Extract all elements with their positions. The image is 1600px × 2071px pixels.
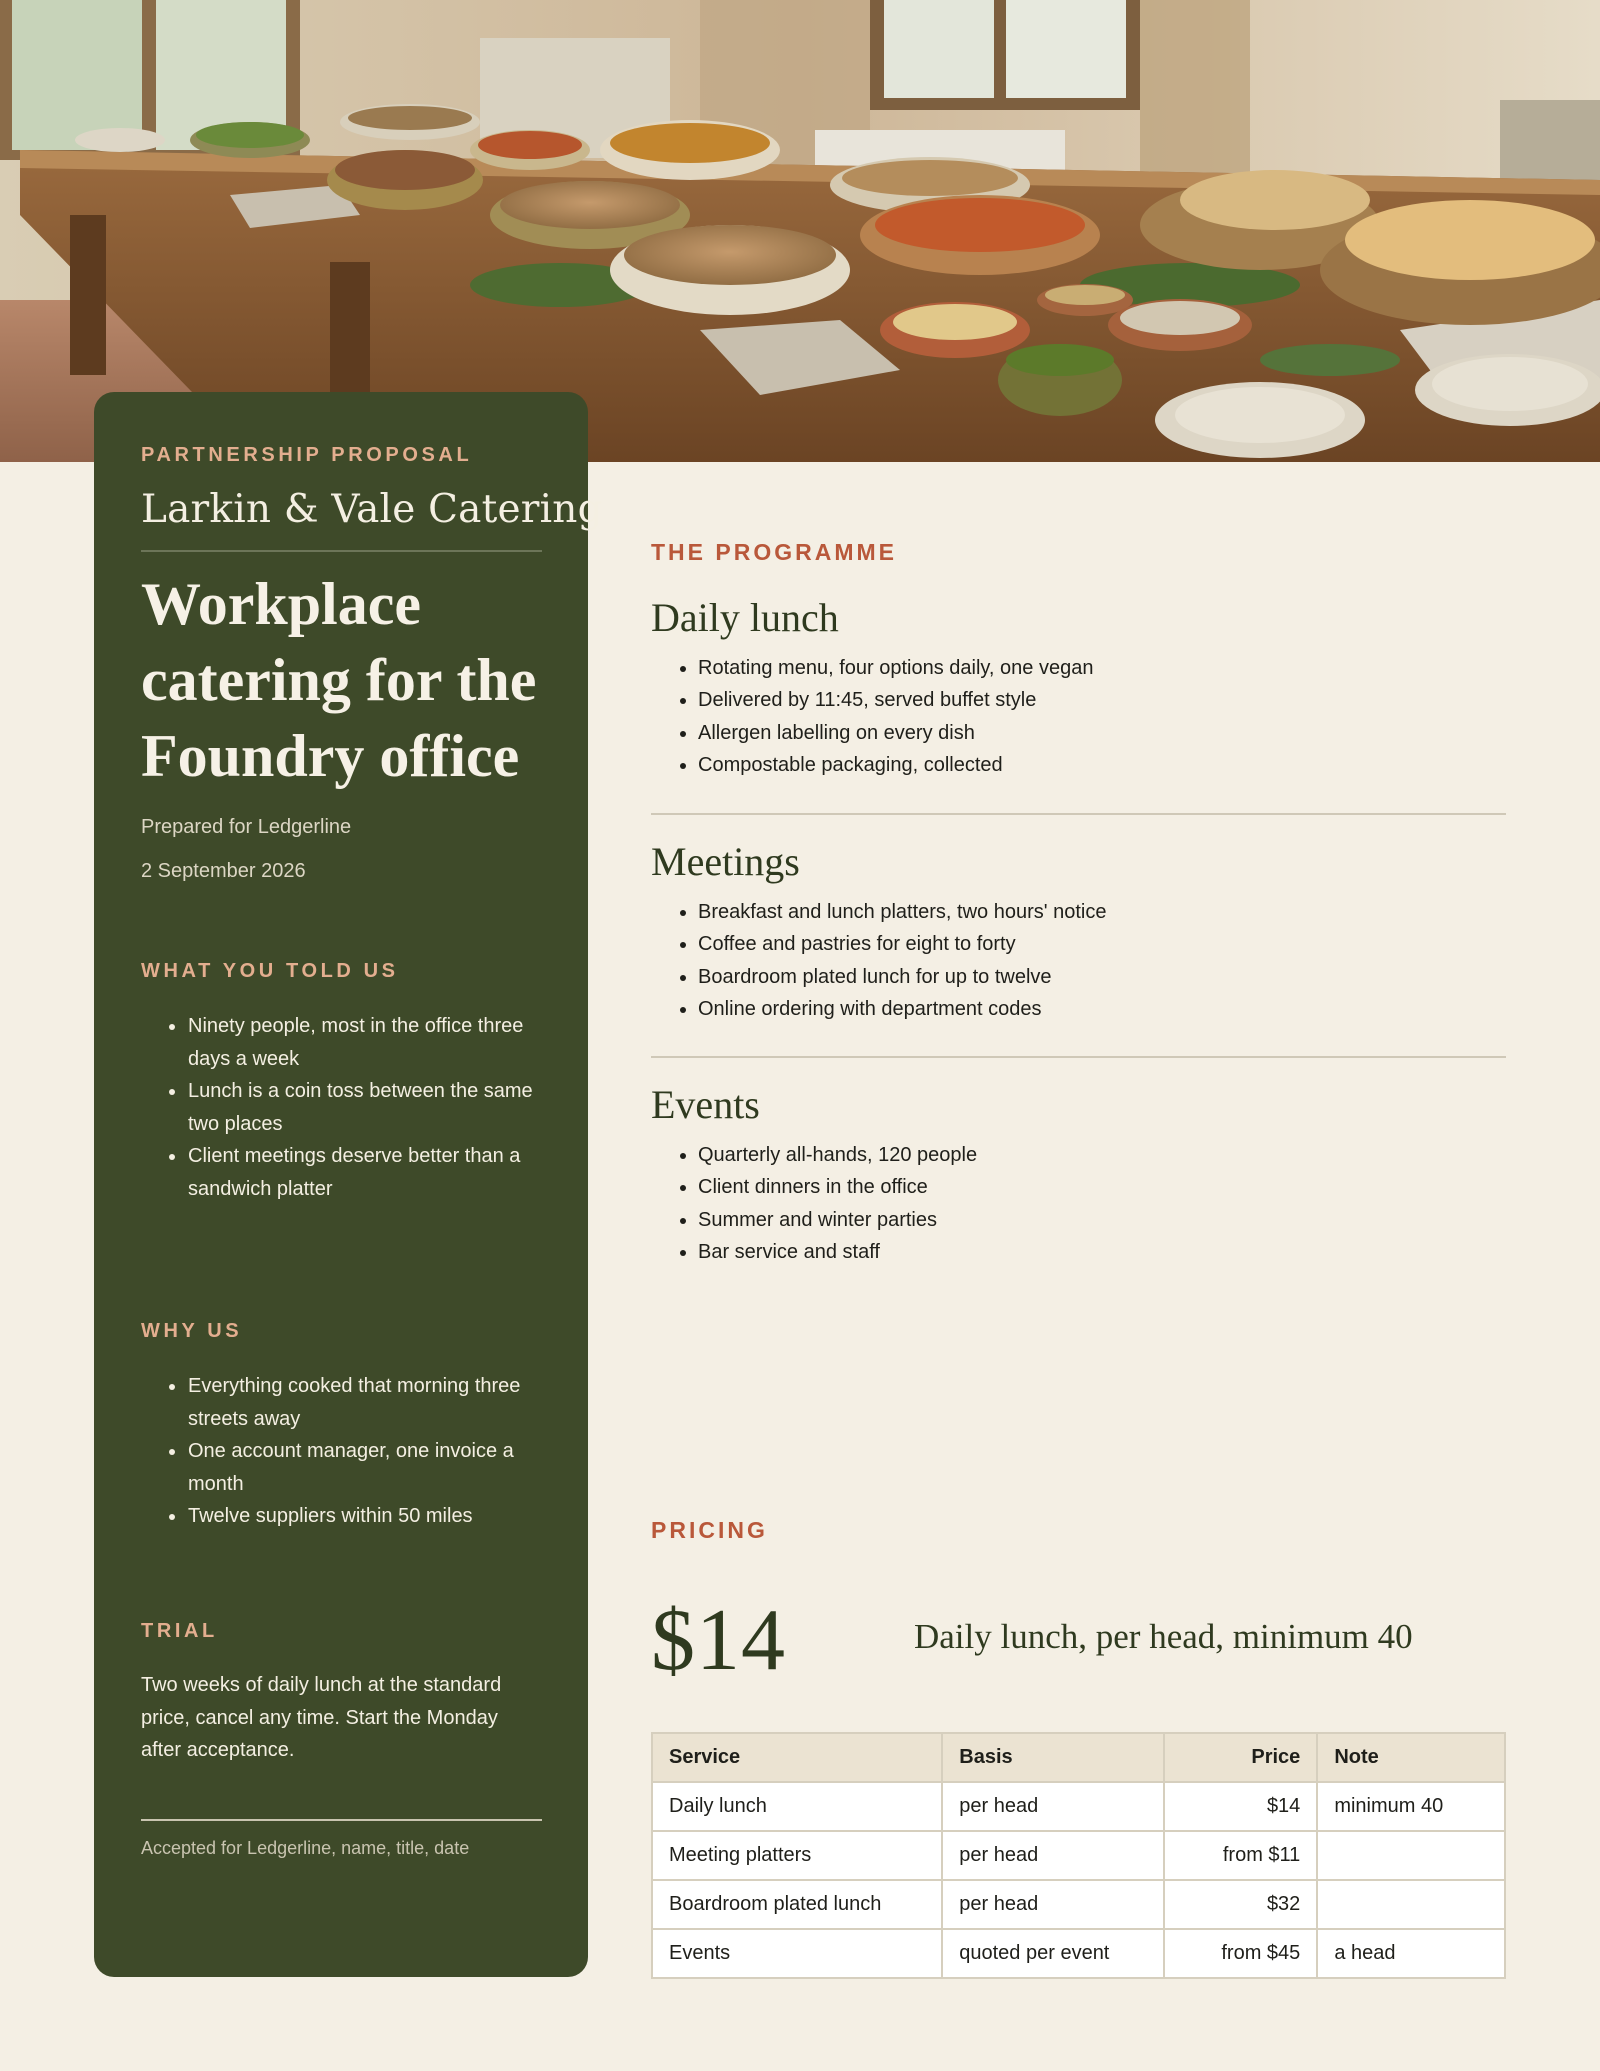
trial-section [141, 1620, 553, 1767]
headline-price: $14 [651, 1592, 786, 1689]
programme-heading: THE PROGRAMME [651, 539, 897, 565]
list-item: Client meetings deserve better than a sandwich platter [188, 1140, 553, 1205]
cell-note: minimum 40 [1317, 1782, 1505, 1831]
proposal-title: Workplace catering for the Foundry office [141, 571, 537, 789]
list-item: Summer and winter parties [698, 1204, 1506, 1236]
headline-price-description: Daily lunch, per head, minimum 40 [914, 1617, 1413, 1656]
proposal-date: 2 September 2026 [141, 860, 306, 882]
service-title: Meetings [651, 839, 800, 884]
told-us-section [141, 960, 553, 1205]
service-daily-lunch [651, 596, 1506, 782]
told-us-list [141, 1010, 553, 1205]
why-us-list [141, 1370, 553, 1533]
section-divider [651, 813, 1506, 815]
cell-note [1317, 1880, 1505, 1929]
proposal-sidebar [94, 392, 603, 1977]
why-us-heading: WHY US [141, 1320, 243, 1342]
list-item: One account manager, one invoice a month [188, 1435, 553, 1500]
section-divider [651, 1056, 1506, 1058]
column-header-service: Service [652, 1733, 942, 1782]
cell-service: Meeting platters [652, 1831, 942, 1880]
cell-note: a head [1317, 1929, 1505, 1978]
cell-note [1317, 1831, 1505, 1880]
service-meetings [651, 840, 1506, 1026]
column-header-price: Price [1164, 1733, 1318, 1782]
list-item: Compostable packaging, collected [698, 749, 1506, 781]
list-item: Allergen labelling on every dish [698, 717, 1506, 749]
column-header-basis: Basis [942, 1733, 1163, 1782]
list-item: Rotating menu, four options daily, one vegan [698, 652, 1506, 684]
service-list [651, 652, 1506, 782]
cell-service: Boardroom plated lunch [652, 1880, 942, 1929]
prepared-for: Prepared for Ledgerline [141, 816, 352, 838]
cell-basis: per head [942, 1880, 1163, 1929]
told-us-heading: WHAT YOU TOLD US [141, 960, 399, 982]
table-row [652, 1782, 1505, 1831]
list-item: Twelve suppliers within 50 miles [188, 1500, 553, 1533]
title-divider [141, 550, 542, 552]
list-item: Coffee and pastries for eight to forty [698, 928, 1506, 960]
cell-basis: quoted per event [942, 1929, 1163, 1978]
pricing-table [651, 1732, 1506, 1979]
company-name: Larkin & Vale Catering [141, 487, 603, 532]
list-item: Bar service and staff [698, 1236, 1506, 1268]
table-row [652, 1880, 1505, 1929]
list-item: Lunch is a coin toss between the same two places [188, 1075, 553, 1140]
cell-price: $32 [1164, 1880, 1318, 1929]
list-item: Online ordering with department codes [698, 993, 1506, 1025]
service-list [651, 896, 1506, 1026]
cell-price: $14 [1164, 1782, 1318, 1831]
list-item: Breakfast and lunch platters, two hours' notice [698, 896, 1506, 928]
why-us-section [141, 1320, 553, 1533]
list-item: Quarterly all-hands, 120 people [698, 1139, 1506, 1171]
list-item: Boardroom plated lunch for up to twelve [698, 961, 1506, 993]
signature-caption: Accepted for Ledgerline, name, title, date [141, 1838, 470, 1858]
pricing-heading: PRICING [651, 1517, 768, 1543]
service-title: Events [651, 1082, 760, 1127]
list-item: Ninety people, most in the office three days a week [188, 1010, 553, 1075]
trial-heading: TRIAL [141, 1620, 218, 1642]
list-item: Everything cooked that morning three streets away [188, 1370, 553, 1435]
cell-price: from $11 [1164, 1831, 1318, 1880]
cell-basis: per head [942, 1831, 1163, 1880]
signature-line [141, 1819, 542, 1821]
table-header-row [652, 1733, 1505, 1782]
proposal-eyebrow: PARTNERSHIP PROPOSAL [141, 444, 473, 466]
service-title: Daily lunch [651, 595, 839, 640]
table-row [652, 1929, 1505, 1978]
cell-service: Events [652, 1929, 942, 1978]
service-events [651, 1083, 1506, 1269]
service-list [651, 1139, 1506, 1269]
table-row [652, 1831, 1505, 1880]
cell-basis: per head [942, 1782, 1163, 1831]
list-item: Delivered by 11:45, served buffet style [698, 684, 1506, 716]
cell-service: Daily lunch [652, 1782, 942, 1831]
cell-price: from $45 [1164, 1929, 1318, 1978]
column-header-note: Note [1317, 1733, 1505, 1782]
trial-text: Two weeks of daily lunch at the standard price, cancel any time. Start the Monday after acceptance. [141, 1674, 502, 1761]
list-item: Client dinners in the office [698, 1171, 1506, 1203]
